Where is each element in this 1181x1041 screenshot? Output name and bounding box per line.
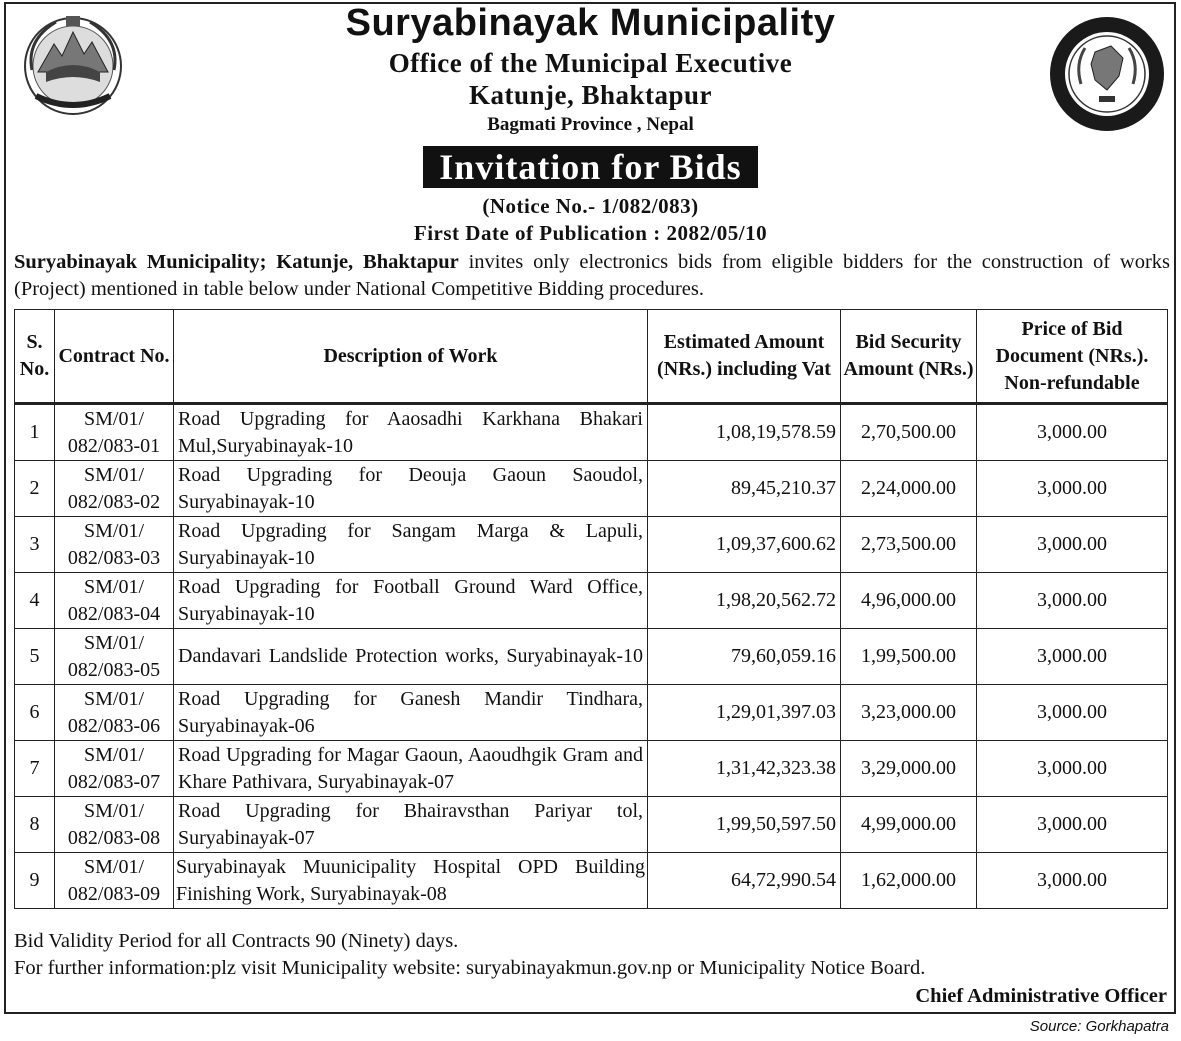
cell-sn: 1 <box>15 404 55 461</box>
cell-price: 3,000.00 <box>977 797 1168 853</box>
cell-description: Road Upgrading for Ganesh Mandir Tindhara, Suryabinayak-06 <box>174 685 648 741</box>
cell-price: 3,000.00 <box>977 685 1168 741</box>
cell-price: 3,000.00 <box>977 741 1168 797</box>
cell-estimated: 1,98,20,562.72 <box>648 573 841 629</box>
header-security: Bid Security Amount (NRs.) <box>841 310 977 404</box>
cell-description: Road Upgrading for Deouja Gaoun Saoudol, Suryabinayak-10 <box>174 461 648 517</box>
table-row <box>15 853 1168 909</box>
cell-estimated: 89,45,210.37 <box>648 461 841 517</box>
province-subtitle: Bagmati Province , Nepal <box>487 114 694 135</box>
cell-sn: 9 <box>15 853 55 909</box>
cell-security: 2,73,500.00 <box>841 517 977 573</box>
cell-estimated: 1,09,37,600.62 <box>648 517 841 573</box>
table-row <box>15 629 1168 685</box>
header-description: Description of Work <box>174 310 648 404</box>
cell-price: 3,000.00 <box>977 517 1168 573</box>
table-row <box>15 461 1168 517</box>
source-credit: Source: Gorkhapatra <box>1029 1018 1169 1035</box>
table-row <box>15 404 1168 461</box>
cell-description: Road Upgrading for Bhairavsthan Pariyar tol, Suryabinayak-07 <box>174 797 648 853</box>
signer-title: Chief Administrative Officer <box>915 985 1167 1007</box>
cell-description: Dandavari Landslide Protection works, Suryabinayak-10 <box>174 629 648 685</box>
cell-sn: 2 <box>15 461 55 517</box>
intro-bold-lead: Suryabinayak Municipality; Katunje, Bhaktapur <box>14 251 459 273</box>
cell-contract: SM/01/ 082/083-07 <box>55 741 174 797</box>
place-subtitle: Katunje, Bhaktapur <box>468 80 713 110</box>
cell-price: 3,000.00 <box>977 461 1168 517</box>
cell-security: 3,29,000.00 <box>841 741 977 797</box>
cell-contract: SM/01/ 082/083-02 <box>55 461 174 517</box>
cell-contract: SM/01/ 082/083-06 <box>55 685 174 741</box>
publication-date: First Date of Publication : 2082/05/10 <box>413 221 768 245</box>
cell-security: 1,62,000.00 <box>841 853 977 909</box>
intro-paragraph <box>14 249 1170 303</box>
header-estimated: Estimated Amount (NRs.) including Vat <box>648 310 841 404</box>
further-info-note: For further information:plz visit Municipality website: suryabinayakmun.gov.np or Municipality Notice Board. <box>14 957 926 979</box>
cell-price: 3,000.00 <box>977 404 1168 461</box>
table-row <box>15 797 1168 853</box>
cell-security: 4,99,000.00 <box>841 797 977 853</box>
table-row <box>15 741 1168 797</box>
cell-price: 3,000.00 <box>977 853 1168 909</box>
cell-contract: SM/01/ 082/083-08 <box>55 797 174 853</box>
cell-contract: SM/01/ 082/083-05 <box>55 629 174 685</box>
cell-description: Road Upgrading for Sangam Marga & Lapuli, Suryabinayak-10 <box>174 517 648 573</box>
cell-sn: 4 <box>15 573 55 629</box>
bid-validity-note: Bid Validity Period for all Contracts 90 (Ninety) days. <box>14 930 459 952</box>
table-row <box>15 517 1168 573</box>
invitation-banner: Invitation for Bids <box>423 146 757 188</box>
cell-estimated: 1,08,19,578.59 <box>648 404 841 461</box>
cell-description: Road Upgrading for Aaosadhi Karkhana Bhakari Mul,Suryabinayak-10 <box>174 404 648 461</box>
office-subtitle: Office of the Municipal Executive <box>388 48 793 78</box>
table-row <box>15 573 1168 629</box>
cell-sn: 5 <box>15 629 55 685</box>
cell-contract: SM/01/ 082/083-03 <box>55 517 174 573</box>
cell-price: 3,000.00 <box>977 573 1168 629</box>
bids-table <box>14 309 1168 909</box>
cell-estimated: 1,31,42,323.38 <box>648 741 841 797</box>
cell-price: 3,000.00 <box>977 629 1168 685</box>
cell-contract: SM/01/ 082/083-04 <box>55 573 174 629</box>
table-header-row <box>15 310 1168 404</box>
cell-security: 1,99,500.00 <box>841 629 977 685</box>
intro-text: invites only electronics bids from eligible bidders for the construction of works (Project) mentioned in table below under National Competitive Bidding procedures. <box>14 251 1171 300</box>
cell-contract: SM/01/ 082/083-01 <box>55 404 174 461</box>
cell-security: 3,23,000.00 <box>841 685 977 741</box>
notice-number: (Notice No.- 1/082/083) <box>482 194 699 218</box>
cell-security: 2,70,500.00 <box>841 404 977 461</box>
cell-sn: 8 <box>15 797 55 853</box>
cell-sn: 6 <box>15 685 55 741</box>
cell-sn: 3 <box>15 517 55 573</box>
cell-contract: SM/01/ 082/083-09 <box>55 853 174 909</box>
cell-estimated: 79,60,059.16 <box>648 629 841 685</box>
header-contract: Contract No. <box>55 310 174 404</box>
municipality-title: Suryabinayak Municipality <box>345 2 836 44</box>
cell-description: Road Upgrading for Magar Gaoun, Aaoudhgik Gram and Khare Pathivara, Suryabinayak-07 <box>174 741 648 797</box>
cell-estimated: 1,99,50,597.50 <box>648 797 841 853</box>
header-price: Price of Bid Document (NRs.). Non-refundable <box>977 310 1168 404</box>
cell-security: 4,96,000.00 <box>841 573 977 629</box>
table-row <box>15 685 1168 741</box>
cell-sn: 7 <box>15 741 55 797</box>
cell-description: Road Upgrading for Football Ground Ward Office, Suryabinayak-10 <box>174 573 648 629</box>
cell-description: Suryabinayak Muunicipality Hospital OPD Building Finishing Work, Suryabinayak-08 <box>174 853 648 909</box>
cell-security: 2,24,000.00 <box>841 461 977 517</box>
cell-estimated: 64,72,990.54 <box>648 853 841 909</box>
header-sn: S. No. <box>15 310 55 404</box>
cell-estimated: 1,29,01,397.03 <box>648 685 841 741</box>
